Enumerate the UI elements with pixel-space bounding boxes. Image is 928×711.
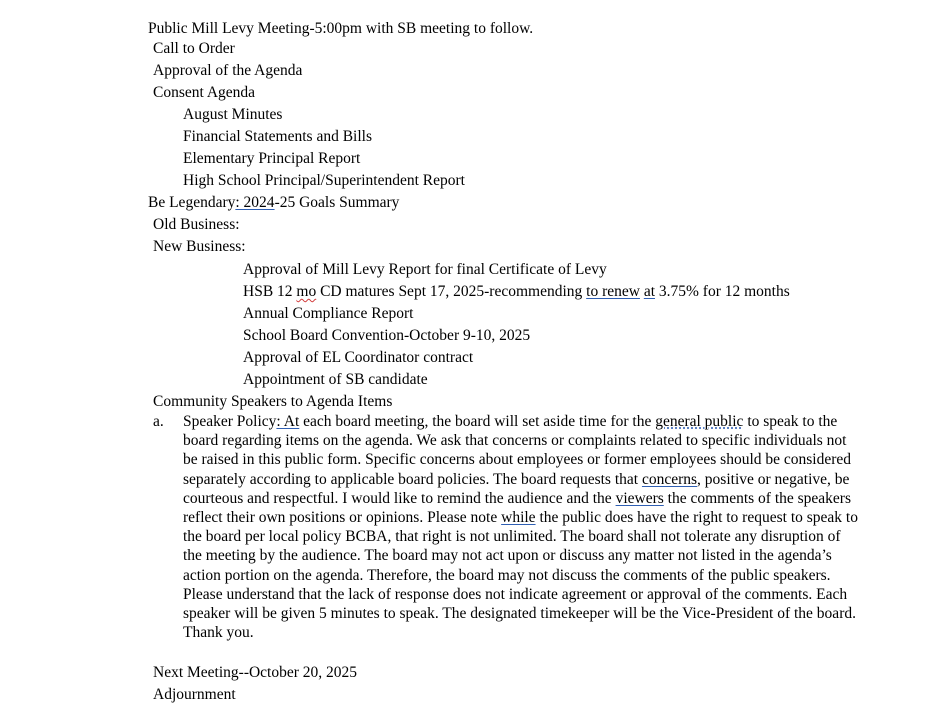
list-marker: a. xyxy=(153,413,164,430)
hsb-text: CD matures Sept 17, 2025-recommending xyxy=(316,283,587,300)
next-meeting: Next Meeting--October 20, 2025 xyxy=(153,664,358,681)
grammar-underline: while xyxy=(501,509,536,527)
grammar-underline: viewers xyxy=(615,489,664,507)
be-legendary-pre: Be Legendary xyxy=(148,194,236,211)
grammar-underline: : At xyxy=(276,413,300,430)
hsb-text: HSB 12 xyxy=(243,283,297,300)
policy-text: the public does have the right to request to speak to the board per local policy BCBA, that right is not unlimited. The board shall not tolerate any disruption of the meeting by the audience. The board may not act upon or discuss any matter not listed in the agenda’s action portion on the agenda. Therefore, the board may not discuss the comments of the public speakers. Please understand that the lack of response does not indicate agreement or approval of the comments. Each speaker will be given 5 minutes to speak. The designated timekeeper will be the Vice-President of the board. Thank you. xyxy=(183,509,858,642)
grammar-underline: concerns xyxy=(641,470,698,488)
policy-text: to speak to the board regarding items on the agenda. We ask that concerns or complaints related to specific individuals not be raised in this public form. Specific concerns about employees or former employees should be considered separately according to applicable board policies. The board requests that xyxy=(183,413,852,488)
community-speakers: Community Speakers to Agenda Items xyxy=(153,393,393,410)
meeting-header: Public Mill Levy Meeting-5:00pm with SB meeting to follow. xyxy=(148,20,534,37)
policy-text: , positive or negative, be courteous and respectful. I would like to remind the audience and the xyxy=(183,470,850,507)
new-business-item xyxy=(243,282,790,302)
consent-item: High School Principal/Superintendent Report xyxy=(183,172,465,189)
hsb-text: 3.75% for 12 months xyxy=(655,283,790,300)
consent-item: Elementary Principal Report xyxy=(183,150,361,167)
new-business-item: Approval of EL Coordinator contract xyxy=(243,349,474,366)
policy-text: Speaker Policy xyxy=(183,413,277,430)
new-business-item: Approval of Mill Levy Report for final Certificate of Levy xyxy=(243,261,607,278)
speaker-policy-paragraph xyxy=(183,412,863,642)
call-to-order: Call to Order xyxy=(153,40,235,57)
adjournment: Adjournment xyxy=(153,686,236,703)
approval-of-agenda: Approval of the Agenda xyxy=(153,62,303,79)
consent-item: Financial Statements and Bills xyxy=(183,128,372,145)
be-legendary-item xyxy=(148,193,399,213)
new-business-item: Appointment of SB candidate xyxy=(243,371,428,388)
new-business: New Business: xyxy=(153,238,246,255)
grammar-underline: at xyxy=(643,283,655,300)
grammar-underline: : 2024 xyxy=(235,194,275,211)
old-business: Old Business: xyxy=(153,216,240,233)
consent-agenda: Consent Agenda xyxy=(153,84,256,101)
grammar-underline: general public xyxy=(655,413,744,430)
grammar-underline: to renew xyxy=(586,283,640,300)
policy-text: each board meeting, the board will set aside time for the xyxy=(299,413,656,430)
policy-text: the comments of the speakers reflect their own positions or opinions. Please note xyxy=(183,489,851,527)
new-business-item: Annual Compliance Report xyxy=(243,305,414,322)
new-business-item: School Board Convention-October 9-10, 2025 xyxy=(243,327,531,344)
spelling-underline: mo xyxy=(296,283,317,300)
consent-item: August Minutes xyxy=(183,106,283,123)
be-legendary-post: -25 Goals Summary xyxy=(274,194,400,211)
